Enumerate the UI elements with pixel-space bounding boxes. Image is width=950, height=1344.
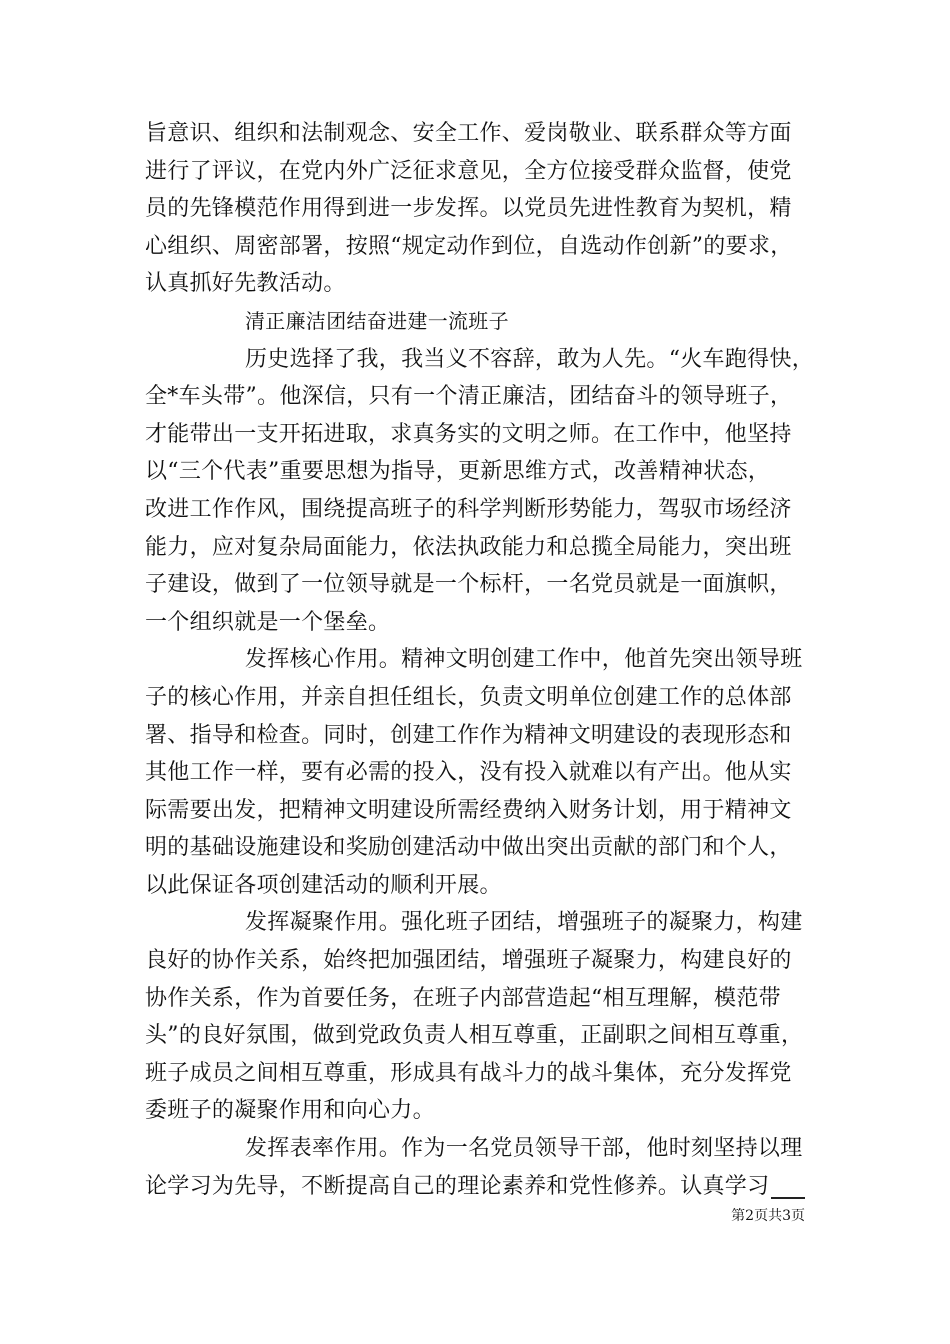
text-line: 员的先锋模范作用得到进一步发挥。以党员先进性教育为契机，精 (145, 196, 792, 222)
text-line (145, 1168, 825, 1206)
text-line: 发挥凝聚作用。强化班子团结，增强班子的凝聚力，构建 (245, 910, 803, 936)
text-line: 改进工作作风，围绕提高班子的科学判断形势能力，驾驭市场经济 (145, 496, 792, 522)
fill-in-blank (771, 1197, 805, 1199)
paragraph-5 (145, 1130, 825, 1205)
text-line: 委班子的凝聚作用和向心力。 (145, 1098, 435, 1124)
text-line: 以此保证各项创建活动的顺利开展。 (145, 872, 502, 898)
text-line: 其他工作一样，要有必需的投入，没有投入就难以有产出。他从实 (145, 760, 792, 786)
paragraph-3 (145, 641, 825, 904)
text-line: 旨意识、组织和法制观念、安全工作、爱岗敬业、联系群众等方面 (145, 121, 792, 146)
paragraph-2 (145, 341, 825, 642)
text-line: 能力，应对复杂局面能力，依法执政能力和总揽全局能力，突出班 (145, 534, 792, 560)
text-line: 一个组织就是一个堡垒。 (145, 609, 391, 635)
text-line: 署、指导和检查。同时，创建工作作为精神文明建设的表现形态和 (145, 722, 792, 748)
text-line: 进行了评议，在党内外广泛征求意见，全方位接受群众监督，使党 (145, 158, 792, 184)
text-line: 良好的协作关系，始终把加强团结，增强班子凝聚力，构建良好的 (145, 948, 792, 974)
text-line: 协作关系，作为首要任务，在班子内部营造起“相互理解，模范带 (145, 985, 781, 1011)
text-line: 全*车头带”。他深信，只有一个清正廉洁，团结奋斗的领导班子， (145, 384, 793, 410)
text-line: 心组织、周密部署，按照“规定动作到位，自选动作创新”的要求， (145, 233, 793, 259)
text-line: 子建设，做到了一位领导就是一个标杆，一名党员就是一面旗帜， (145, 572, 792, 598)
text-line: 头”的良好氛围，做到党政负责人相互尊重，正副职之间相互尊重， (145, 1023, 804, 1049)
text-line: 以“三个代表”重要思想为指导，更新思维方式，改善精神状态， (145, 459, 771, 485)
section-heading: 清正廉洁团结奋进建一流班子 (245, 308, 509, 333)
text-line: 发挥核心作用。精神文明创建工作中，他首先突出领导班 (245, 647, 803, 673)
text-line: 认真抓好先教活动。 (145, 271, 346, 297)
text-line: 班子成员之间相互尊重，形成具有战斗力的战斗集体，充分发挥党 (145, 1060, 792, 1086)
text-line: 明的基础设施建设和奖励创建活动中做出突出贡献的部门和个人， (145, 835, 792, 861)
text-line-content: 论学习为先导，不断提高自己的理论素养和党性修养。认真学习 (145, 1173, 770, 1199)
paragraph-4 (145, 904, 825, 1130)
text-line: 才能带出一支开拓进取，求真务实的文明之师。在工作中，他坚持 (145, 421, 792, 447)
document-body (145, 115, 825, 1205)
text-line: 子的核心作用，并亲自担任组长，负责文明单位创建工作的总体部 (145, 684, 792, 710)
text-line: 际需要出发，把精神文明建设所需经费纳入财务计划，用于精神文 (145, 797, 792, 823)
text-line: 发挥表率作用。作为一名党员领导干部，他时刻坚持以理 (245, 1136, 803, 1162)
page-number-footer: 第2页共3页 (731, 1208, 805, 1224)
text-line: 历史选择了我，我当义不容辞，敢为人先。“火车跑得快， (245, 346, 815, 372)
paragraph-1 (145, 115, 825, 303)
